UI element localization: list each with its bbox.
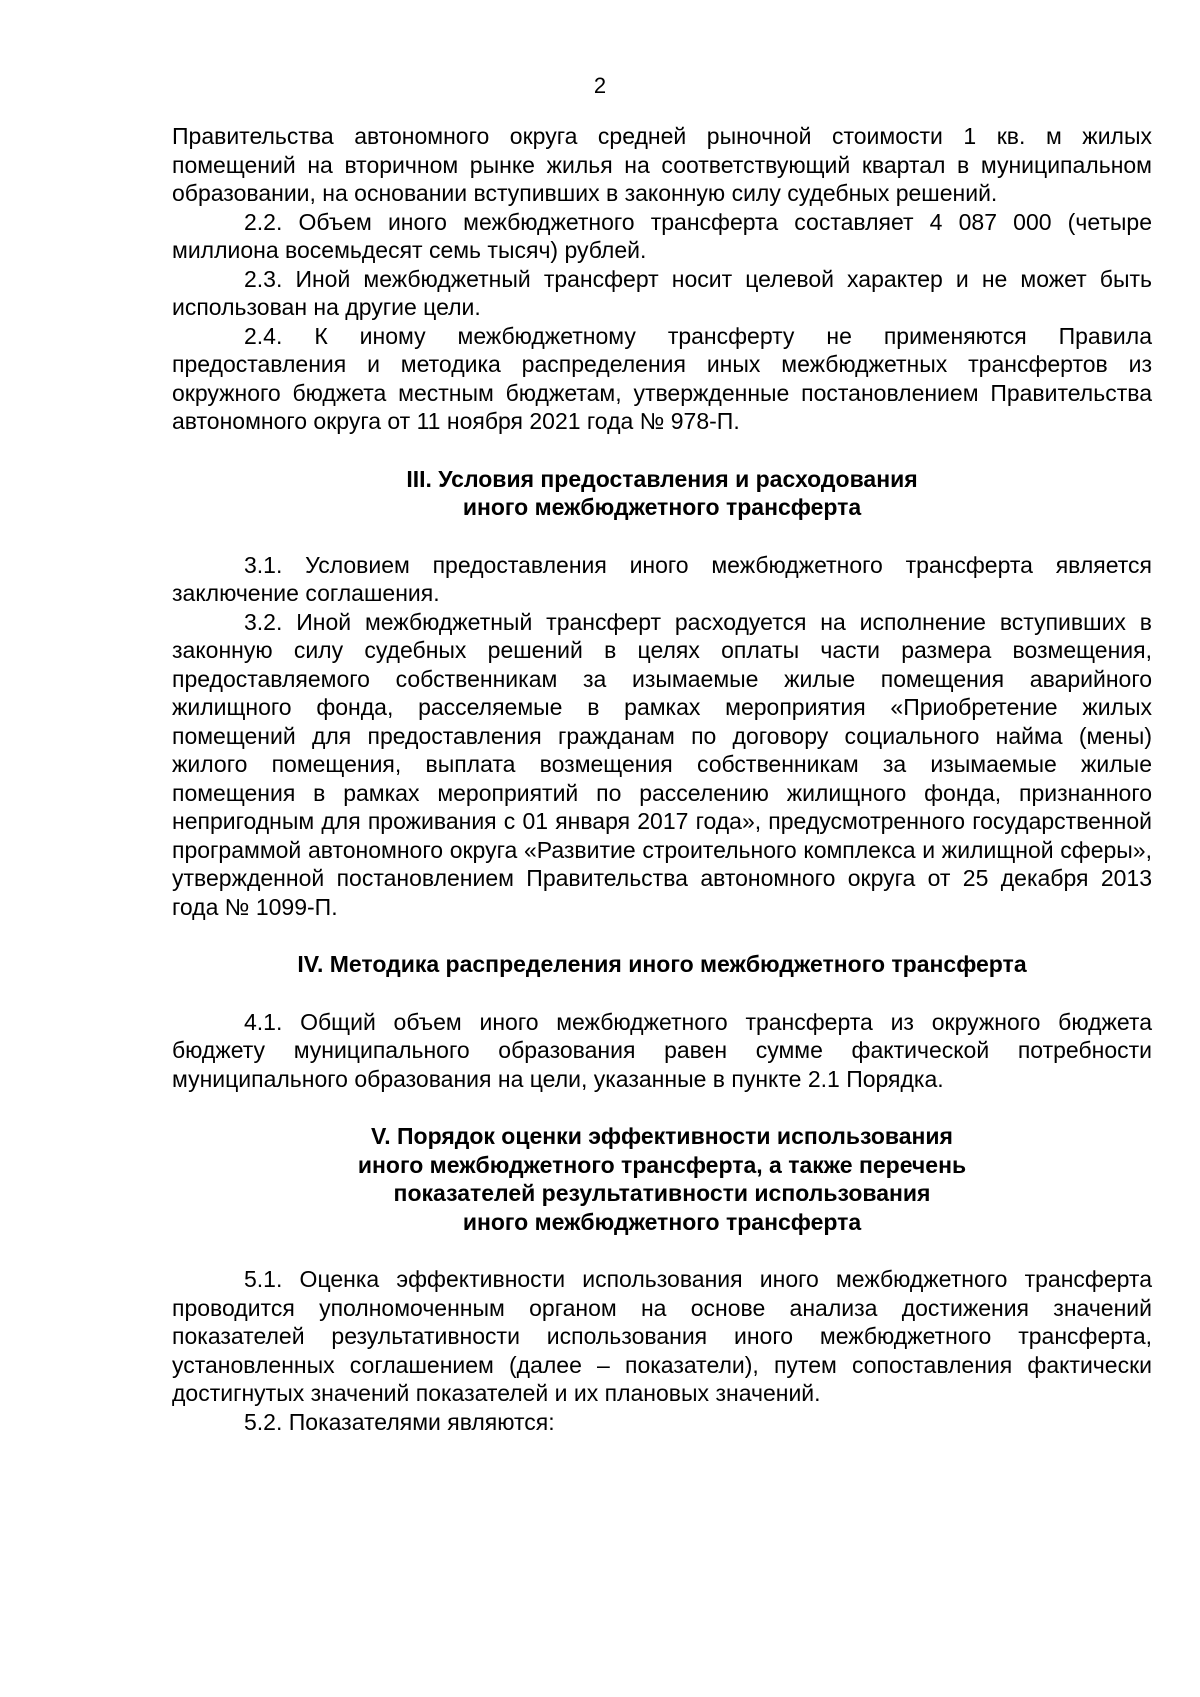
paragraph-2-4: 2.4. К иному межбюджетному трансферту не применяются Правила предоставления и методика распределения иных межбюджетных трансфертов из окружного бюджета местным бюджетам, утвержденные постановлением Правительства автономного округа от 11 ноября 2021 года № 978-П. — [172, 322, 1152, 434]
section-3-heading — [172, 465, 1152, 522]
page-number: 2 — [593, 73, 607, 98]
section-3-heading-line: III. Условия предоставления и расходования — [406, 465, 918, 492]
section-5-heading — [172, 1122, 1152, 1236]
paragraph-2-2: 2.2. Объем иного межбюджетного трансферта составляет 4 087 000 (четыре миллиона восемьдесят семь тысяч) рублей. — [172, 208, 1152, 263]
paragraph-3-1: 3.1. Условием предоставления иного межбюджетного трансферта является заключение соглашения. — [172, 551, 1152, 606]
paragraph-5-2: 5.2. Показателями являются: — [244, 1408, 555, 1435]
paragraph-4-1: 4.1. Общий объем иного межбюджетного трансферта из окружного бюджета бюджету муниципального образования равен сумме фактической потребности муниципального образования на цели, указанные в пункте 2.1 Порядка. — [172, 1008, 1152, 1092]
section-5-heading-line: V. Порядок оценки эффективности использования — [371, 1123, 953, 1149]
section-5-heading-line: иного межбюджетного трансферта, а также перечень — [357, 1151, 967, 1178]
paragraph-5-1: 5.1. Оценка эффективности использования иного межбюджетного трансферта проводится уполномоченным органом на основе анализа достижения значений показателей результативности использования иного межбюджетного трансферта, установленных соглашением (далее – показатели), путем сопоставления фактически достигнутых значений показателей и их плановых значений. — [172, 1266, 1152, 1406]
paragraph-2-3: 2.3. Иной межбюджетный трансферт носит целевой характер и не может быть использован на другие цели. — [172, 265, 1152, 320]
section-3-heading-line: иного межбюджетного трансферта — [462, 494, 862, 520]
section-4-heading — [172, 950, 1152, 979]
document-body — [172, 122, 1152, 1436]
paragraph-3-2: 3.2. Иной межбюджетный трансферт расходуется на исполнение вступивших в законную силу судебных решений в целях оплаты части размера возмещения, предоставляемого собственникам за изымаемые жилые помещения аварийного жилищного фонда, расселяемые в рамках мероприятия «Приобретение жилых помещений для предоставления гражданам по договору социального найма (мены) жилого помещения, выплата возмещения собственникам за изымаемые жилые помещения в рамках мероприятий по расселению жилищного фонда, признанного непригодным для проживания с 01 января 2017 года», предусмотренного государственной программой автономного округа «Развитие строительного комплекса и жилищной сферы», утвержденной постановлением Правительства автономного округа от 25 декабря 2013 года № 1099-П. — [172, 608, 1152, 920]
section-5-heading-line: показателей результативности использования — [393, 1180, 931, 1206]
section-4-heading-line: IV. Методика распределения иного межбюджетного трансферта — [297, 951, 1027, 977]
paragraph-continuation: Правительства автономного округа средней рыночной стоимости 1 кв. м жилых помещений на вторичном рынке жилья на соответствующий квартал в муниципальном образовании, на основании вступивших в законную силу судебных решений. — [172, 123, 1152, 206]
section-5-heading-line: иного межбюджетного трансферта — [462, 1208, 862, 1235]
